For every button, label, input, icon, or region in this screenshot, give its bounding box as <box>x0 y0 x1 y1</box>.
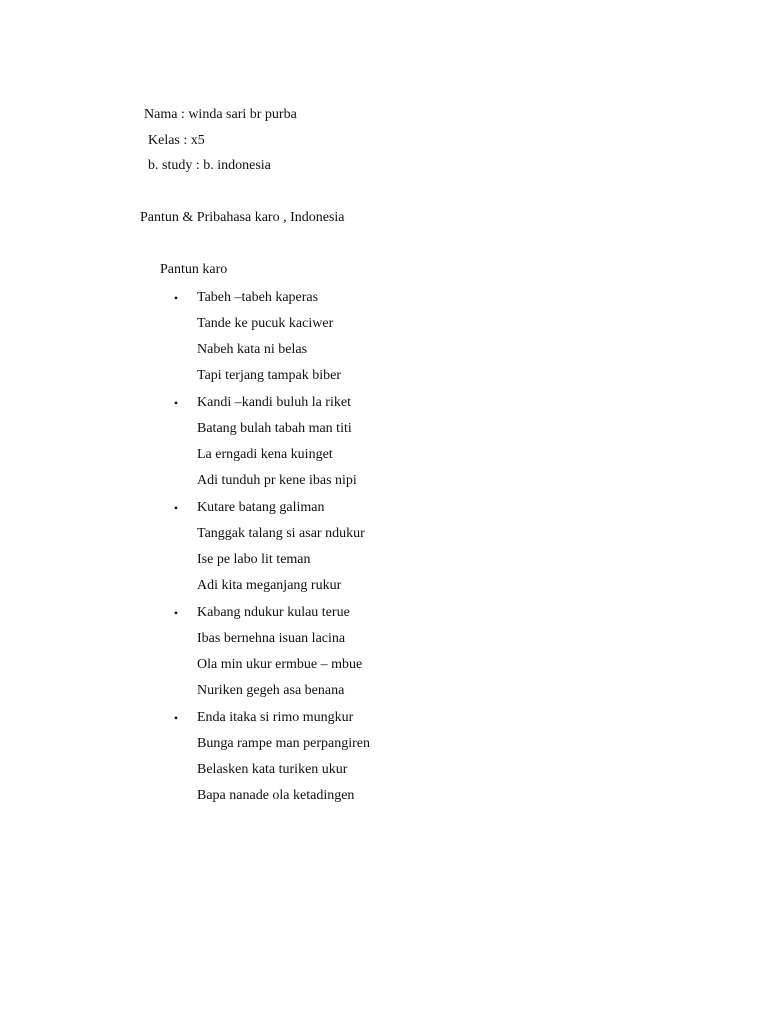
verse-line: Enda itaka si rimo mungkur <box>197 710 354 725</box>
verse-line: Ise pe labo lit teman <box>197 552 311 567</box>
bullet-icon: • <box>173 711 179 725</box>
verse-line: Tapi terjang tampak biber <box>197 368 342 383</box>
verse-line: Adi kita meganjang rukur <box>197 578 342 593</box>
verse-line: Kandi –kandi buluh la riket <box>197 395 351 410</box>
verse-line: Ibas bernehna isuan lacina <box>197 631 346 646</box>
verse-line: Batang bulah tabah man titi <box>197 421 352 436</box>
student-class-line: Kelas : x5 <box>148 133 205 148</box>
verse-line: Bunga rampe man perpangiren <box>197 736 370 751</box>
verse-line: Adi tunduh pr kene ibas nipi <box>197 473 357 488</box>
document-title: Pantun & Pribahasa karo , Indonesia <box>140 210 345 225</box>
bullet-icon: • <box>173 291 179 305</box>
verse-line: Belasken kata turiken ukur <box>197 762 348 777</box>
study-subject-line: b. study : b. indonesia <box>148 158 271 173</box>
verse-line: Nuriken gegeh asa benana <box>197 683 345 698</box>
verse-line: La erngadi kena kuinget <box>197 447 333 462</box>
bullet-icon: • <box>173 396 179 410</box>
bullet-icon: • <box>173 606 179 620</box>
verse-line: Tabeh –tabeh kaperas <box>197 290 319 305</box>
verse-line: Tande ke pucuk kaciwer <box>197 316 334 331</box>
verse-line: Bapa nanade ola ketadingen <box>197 788 355 803</box>
section-title: Pantun karo <box>160 262 228 277</box>
bullet-icon: • <box>173 501 179 515</box>
verse-line: Tanggak talang si asar ndukur <box>197 526 365 541</box>
verse-line: Ola min ukur ermbue – mbue <box>197 657 363 672</box>
student-name-line: Nama : winda sari br purba <box>144 107 297 122</box>
verse-line: Kabang ndukur kulau terue <box>197 605 350 620</box>
verse-line: Kutare batang galiman <box>197 500 325 515</box>
verse-line: Nabeh kata ni belas <box>197 342 308 357</box>
